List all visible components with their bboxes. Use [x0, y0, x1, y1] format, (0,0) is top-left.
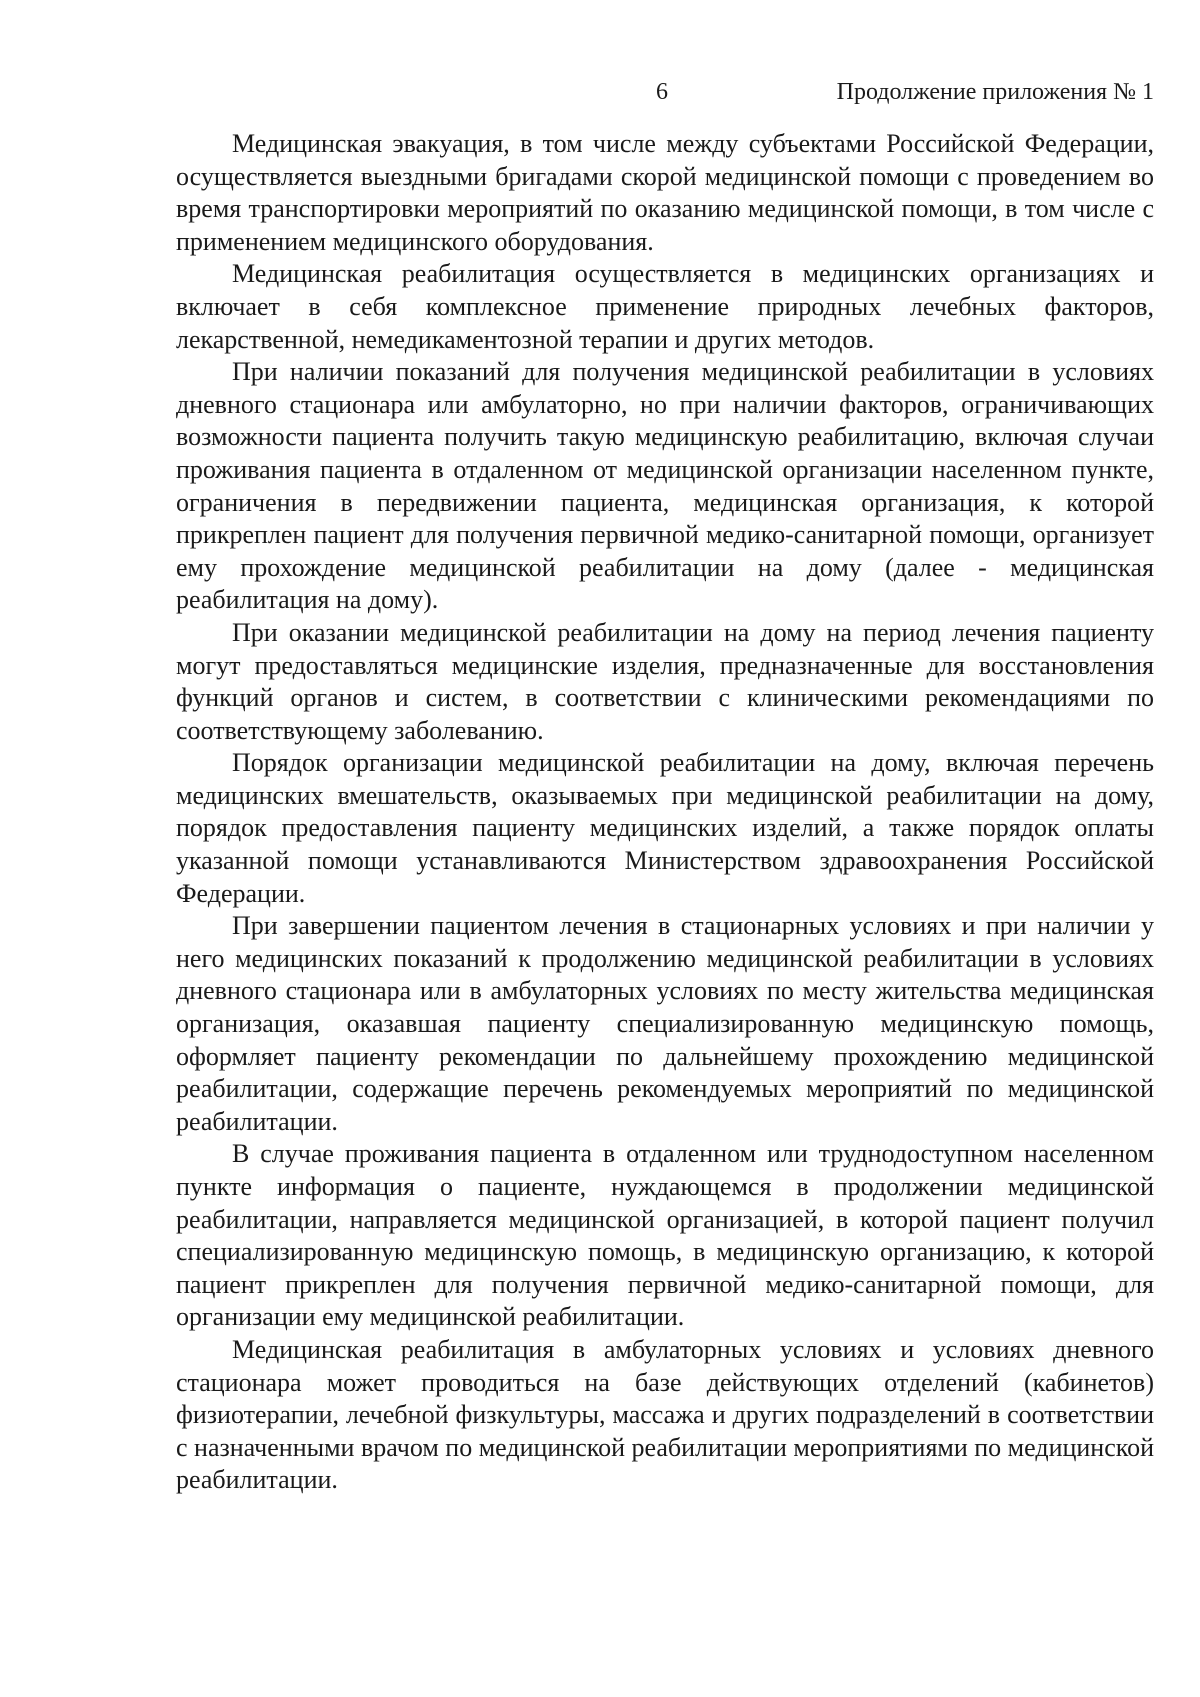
paragraph-medical-rehabilitation: Медицинская реабилитация осуществляется в медицинских организациях и включает в себя комплексное применение природных лечебных факторов, лекарственной, немедикаментозной терапии и других методов.	[176, 259, 1154, 354]
paragraph-home-rehabilitation-indications: При наличии показаний для получения медицинской реабилитации в условиях дневного стационара или амбулаторно, но при наличии факторов, ограничивающих возможности пациента получить такую медицинскую реабилитацию, включая случаи проживания пациента в отдаленном от медицинской организации населенном пункте, ограничения в передвижении пациента, медицинская организация, к которой прикреплен пациент для получения первичной медико-санитарной помощи, организует ему прохождение медицинской реабилитации на дому (далее - медицинская реабилитация на дому).	[176, 357, 1154, 615]
paragraph-outpatient-rehabilitation: Медицинская реабилитация в амбулаторных условиях и условиях дневного стационара может проводиться на базе действующих отделений (кабинетов) физиотерапии, лечебной физкультуры, массажа и других подразделений в соответствии с назначенными врачом по медицинской реабилитации мероприятиями по медицинской реабилитации.	[176, 1334, 1154, 1495]
paragraph-inpatient-completion: При завершении пациентом лечения в стационарных условиях и при наличии у него медицинских показаний к продолжению медицинской реабилитации в условиях дневного стационара или в амбулаторных условиях по месту жительства медицинская организация, оказавшая пациенту специализированную медицинскую помощь, оформляет пациенту рекомендации по дальнейшему прохождению медицинской реабилитации, содержащие перечень рекомендуемых мероприятий по медицинской реабилитации.	[176, 911, 1154, 1136]
page-header	[176, 72, 1154, 112]
paragraph-remote-settlement: В случае проживания пациента в отдаленном или труднодоступном населенном пункте информация о пациенте, нуждающемся в продолжении медицинской реабилитации, направляется медицинской организацией, в которой пациент получил специализированную медицинскую помощь, в медицинскую организацию, к которой пациент прикреплен для получения первичной медико-санитарной помощи, для организации ему медицинской реабилитации.	[176, 1139, 1154, 1332]
paragraph-medical-evacuation: Медицинская эвакуация, в том числе между субъектами Российской Федерации, осуществляется выездными бригадами скорой медицинской помощи с проведением во время транспортировки мероприятий по оказанию медицинской помощи, в том числе с применением медицинского оборудования.	[176, 129, 1154, 256]
paragraph-home-rehabilitation-procedure: Порядок организации медицинской реабилитации на дому, включая перечень медицинских вмешательств, оказываемых при медицинской реабилитации на дому, порядок предоставления пациенту медицинских изделий, а также порядок оплаты указанной помощи устанавливаются Министерством здравоохранения Российской Федерации.	[176, 748, 1154, 908]
document-body	[176, 128, 1154, 1497]
paragraph-medical-devices: При оказании медицинской реабилитации на дому на период лечения пациенту могут предоставляться медицинские изделия, предназначенные для восстановления функций органов и систем, в соответствии с клиническими рекомендациями по соответствующему заболеванию.	[176, 617, 1154, 745]
appendix-continuation-label: Продолжение приложения № 1	[836, 79, 1154, 105]
page-number: 6	[656, 79, 668, 105]
